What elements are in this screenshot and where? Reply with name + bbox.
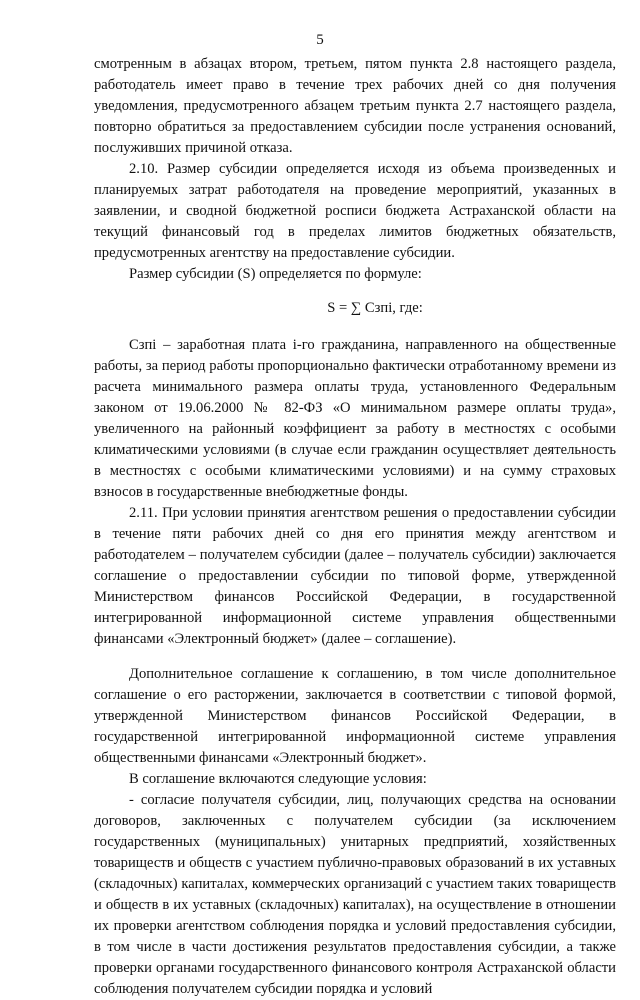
paragraph-additional-agreement: Дополнительное соглашение к соглашению, в том числе дополнительное соглашение о его расторжении, заключается в соответствии с типовой формой, утвержденной Министерством финансов Российской Федерации, в государственной интегрированной информационной системе управления общественными финансами «Электронный бюджет». [94,666,616,766]
document-body [94,54,616,1000]
paragraph-continuation: смотренным в абзацах втором, третьем, пятом пункта 2.8 настоящего раздела, работодатель имеет право в течение трех рабочих дней со дня получения уведомления, предусмотренного абзацем третьим пункта 2.7 настоящего раздела, повторно обратиться за предоставлением субсидии после устранения оснований, послуживших причиной отказа. [94,56,616,156]
paragraph-formula-intro: Размер субсидии (S) определяется по формуле: [129,266,422,282]
paragraph-2-10: 2.10. Размер субсидии определяется исходя из объема произведенных и планируемых затрат работодателя на проведение мероприятий, указанных в заявлении, и сводной бюджетной росписи бюджета Астраханской области на текущий финансовый год в пределах лимитов бюджетных обязательств, предусмотренных агентству на предоставление субсидии. [94,161,616,261]
page-number: 5 [316,32,324,48]
paragraph-2-11: 2.11. При условии принятия агентством решения о предоставлении субсидии в течение пяти рабочих дней со дня его принятия между агентством и работодателем – получателем субсидии (далее – получатель субсидии) заключается соглашение о предоставлении субсидии по типовой форме, утвержденной Министерством финансов Российской Федерации, в государственной интегрированной информационной системе управления общественными финансами «Электронный бюджет» (далее – соглашение). [94,505,616,647]
paragraph-condition-consent: - согласие получателя субсидии, лиц, получающих средства на основании договоров, заключенных с получателем субсидии (за исключением государственных (муниципальных) унитарных предприятий, хозяйственных товариществ и обществ с участием публично-правовых образований в их уставных (складочных) капиталах, коммерческих организаций с участием таких товариществ и обществ в их уставных (складочных) капиталах), на осуществление в отношении их проверки агентством соблюдения порядка и условий предоставления субсидии, в том числе в части достижения результатов предоставления субсидии, а также проверки органами государственного финансового контроля Астраханской области соблюдения получателем субсидии порядка и условий [94,792,616,997]
subsidy-formula: S = ∑ Cзпi, где: [327,300,423,316]
paragraph-agreement-conditions: В соглашение включаются следующие условия: [129,771,427,787]
paragraph-formula-definition: Cзпi – заработная плата i-го гражданина, направленного на общественные работы, за период работы пропорционально фактически отработанному времени из расчета минимального размера оплаты труда, установленного Федеральным законом от 19.06.2000 № 82-ФЗ «О минимальном размере оплаты труда», увеличенного на районный коэффициент за работу в местностях с особыми климатическими условиями (в случае если гражданин осуществляет деятельность в местностях с особыми климатическими условиями) и на сумму страховых взносов в государственные внебюджетные фонды. [94,337,616,500]
